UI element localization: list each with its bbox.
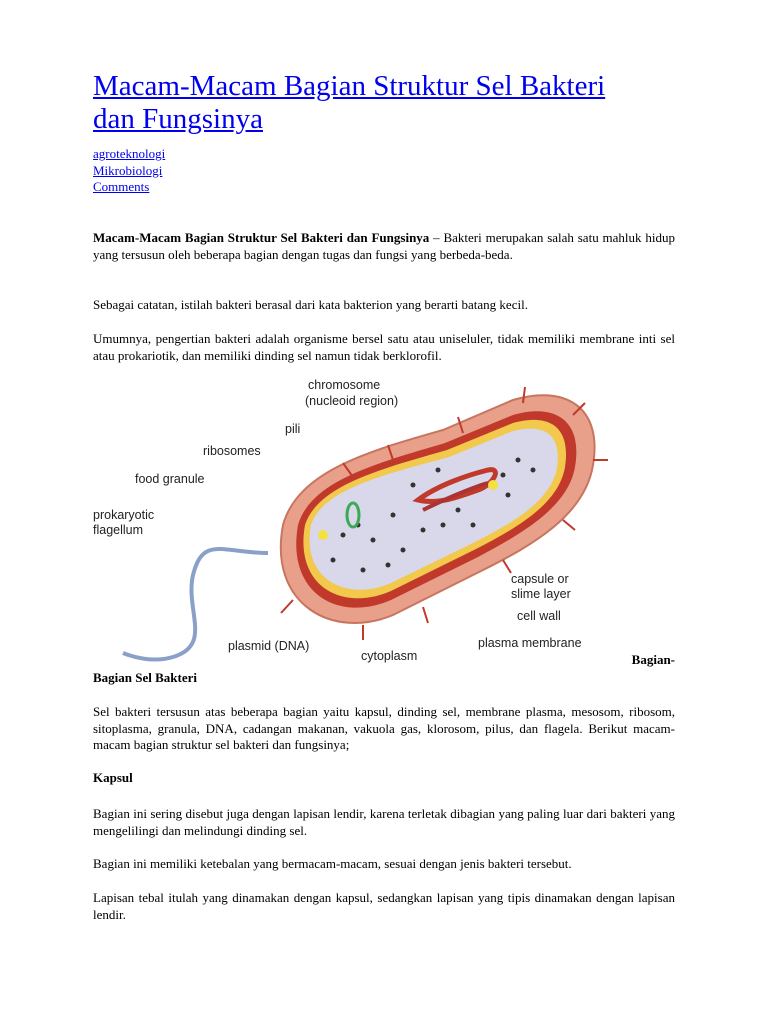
comments-link[interactable]: Comments bbox=[93, 179, 150, 194]
food-granule-shape-2 bbox=[488, 480, 498, 490]
label-food-granule: food granule bbox=[135, 472, 205, 486]
paragraph-kapsul-1: Bagian ini sering disebut juga dengan lapisan lendir, karena terletak dibagian yang paling luar dari bakteri yang mengelilingi dan melindungi dinding sel. bbox=[93, 806, 675, 838]
label-chromosome: chromosome bbox=[308, 378, 381, 392]
label-plasmid: plasmid (DNA) bbox=[228, 639, 310, 653]
figure-caption-part1: Bagian- bbox=[631, 652, 675, 667]
label-flagellum: flagellum bbox=[93, 523, 144, 537]
paragraph-cell-parts: Sel bakteri tersusun atas beberapa bagian yaitu kapsul, dinding sel, membrane plasma, mesosom, ribosom, sitoplasma, granula, DNA, cadangan makanan, vakuola gas, klorosom, pilus, dan flagela. Berikut macam-macam bagian struktur sel bakteri dan fungsinya; bbox=[93, 704, 675, 752]
label-cytoplasm: cytoplasm bbox=[361, 649, 418, 663]
label-cell-wall: cell wall bbox=[517, 609, 561, 623]
food-granule-shape bbox=[318, 530, 328, 540]
figure-caption-part2: Bagian Sel Bakteri bbox=[93, 670, 198, 685]
label-prokaryotic: prokaryotic bbox=[93, 508, 155, 522]
label-capsule: capsule or bbox=[511, 572, 569, 586]
label-nucleoid: (nucleoid region) bbox=[305, 394, 399, 408]
intro-text: – Bakteri merupakan salah satu mahluk hidup yang tersusun oleh beberapa bagian dengan tugas dan fungsi yang berbeda-beda. bbox=[93, 230, 675, 262]
intro-paragraph bbox=[93, 230, 675, 263]
category-link-agroteknologi[interactable]: agroteknologi bbox=[93, 146, 166, 161]
bacteria-cell-diagram bbox=[93, 375, 623, 665]
paragraph-definition: Umumnya, pengertian bakteri adalah organisme bersel satu atau uniseluler, tidak memiliki membrane inti sel atau prokariotik, dan memiliki dinding sel namun tidak berklorofil. bbox=[93, 331, 675, 363]
paragraph-etymology: Sebagai catatan, istilah bakteri berasal dari kata bakterion yang berarti batang kecil. bbox=[93, 297, 528, 312]
label-plasma-membrane: plasma membrane bbox=[478, 636, 582, 650]
page-title bbox=[93, 70, 653, 136]
title-link[interactable]: Macam-Macam Bagian Struktur Sel Bakteri dan Fungsinya bbox=[93, 70, 606, 135]
category-link-mikrobiologi[interactable]: Mikrobiologi bbox=[93, 162, 163, 178]
label-slime-layer: slime layer bbox=[511, 587, 571, 601]
post-meta bbox=[93, 146, 165, 196]
paragraph-kapsul-2: Bagian ini memiliki ketebalan yang bermacam-macam, sesuai dengan jenis bakteri tersebut. bbox=[93, 856, 572, 871]
label-pili: pili bbox=[285, 422, 301, 436]
paragraph-kapsul-3: Lapisan tebal itulah yang dinamakan dengan kapsul, sedangkan lapisan yang tipis dinamakan dengan lapisan lendir. bbox=[93, 890, 675, 922]
heading-kapsul: Kapsul bbox=[93, 770, 133, 785]
label-ribosomes: ribosomes bbox=[203, 444, 261, 458]
intro-bold-lead: Macam-Macam Bagian Struktur Sel Bakteri dan Fungsinya bbox=[93, 230, 430, 245]
